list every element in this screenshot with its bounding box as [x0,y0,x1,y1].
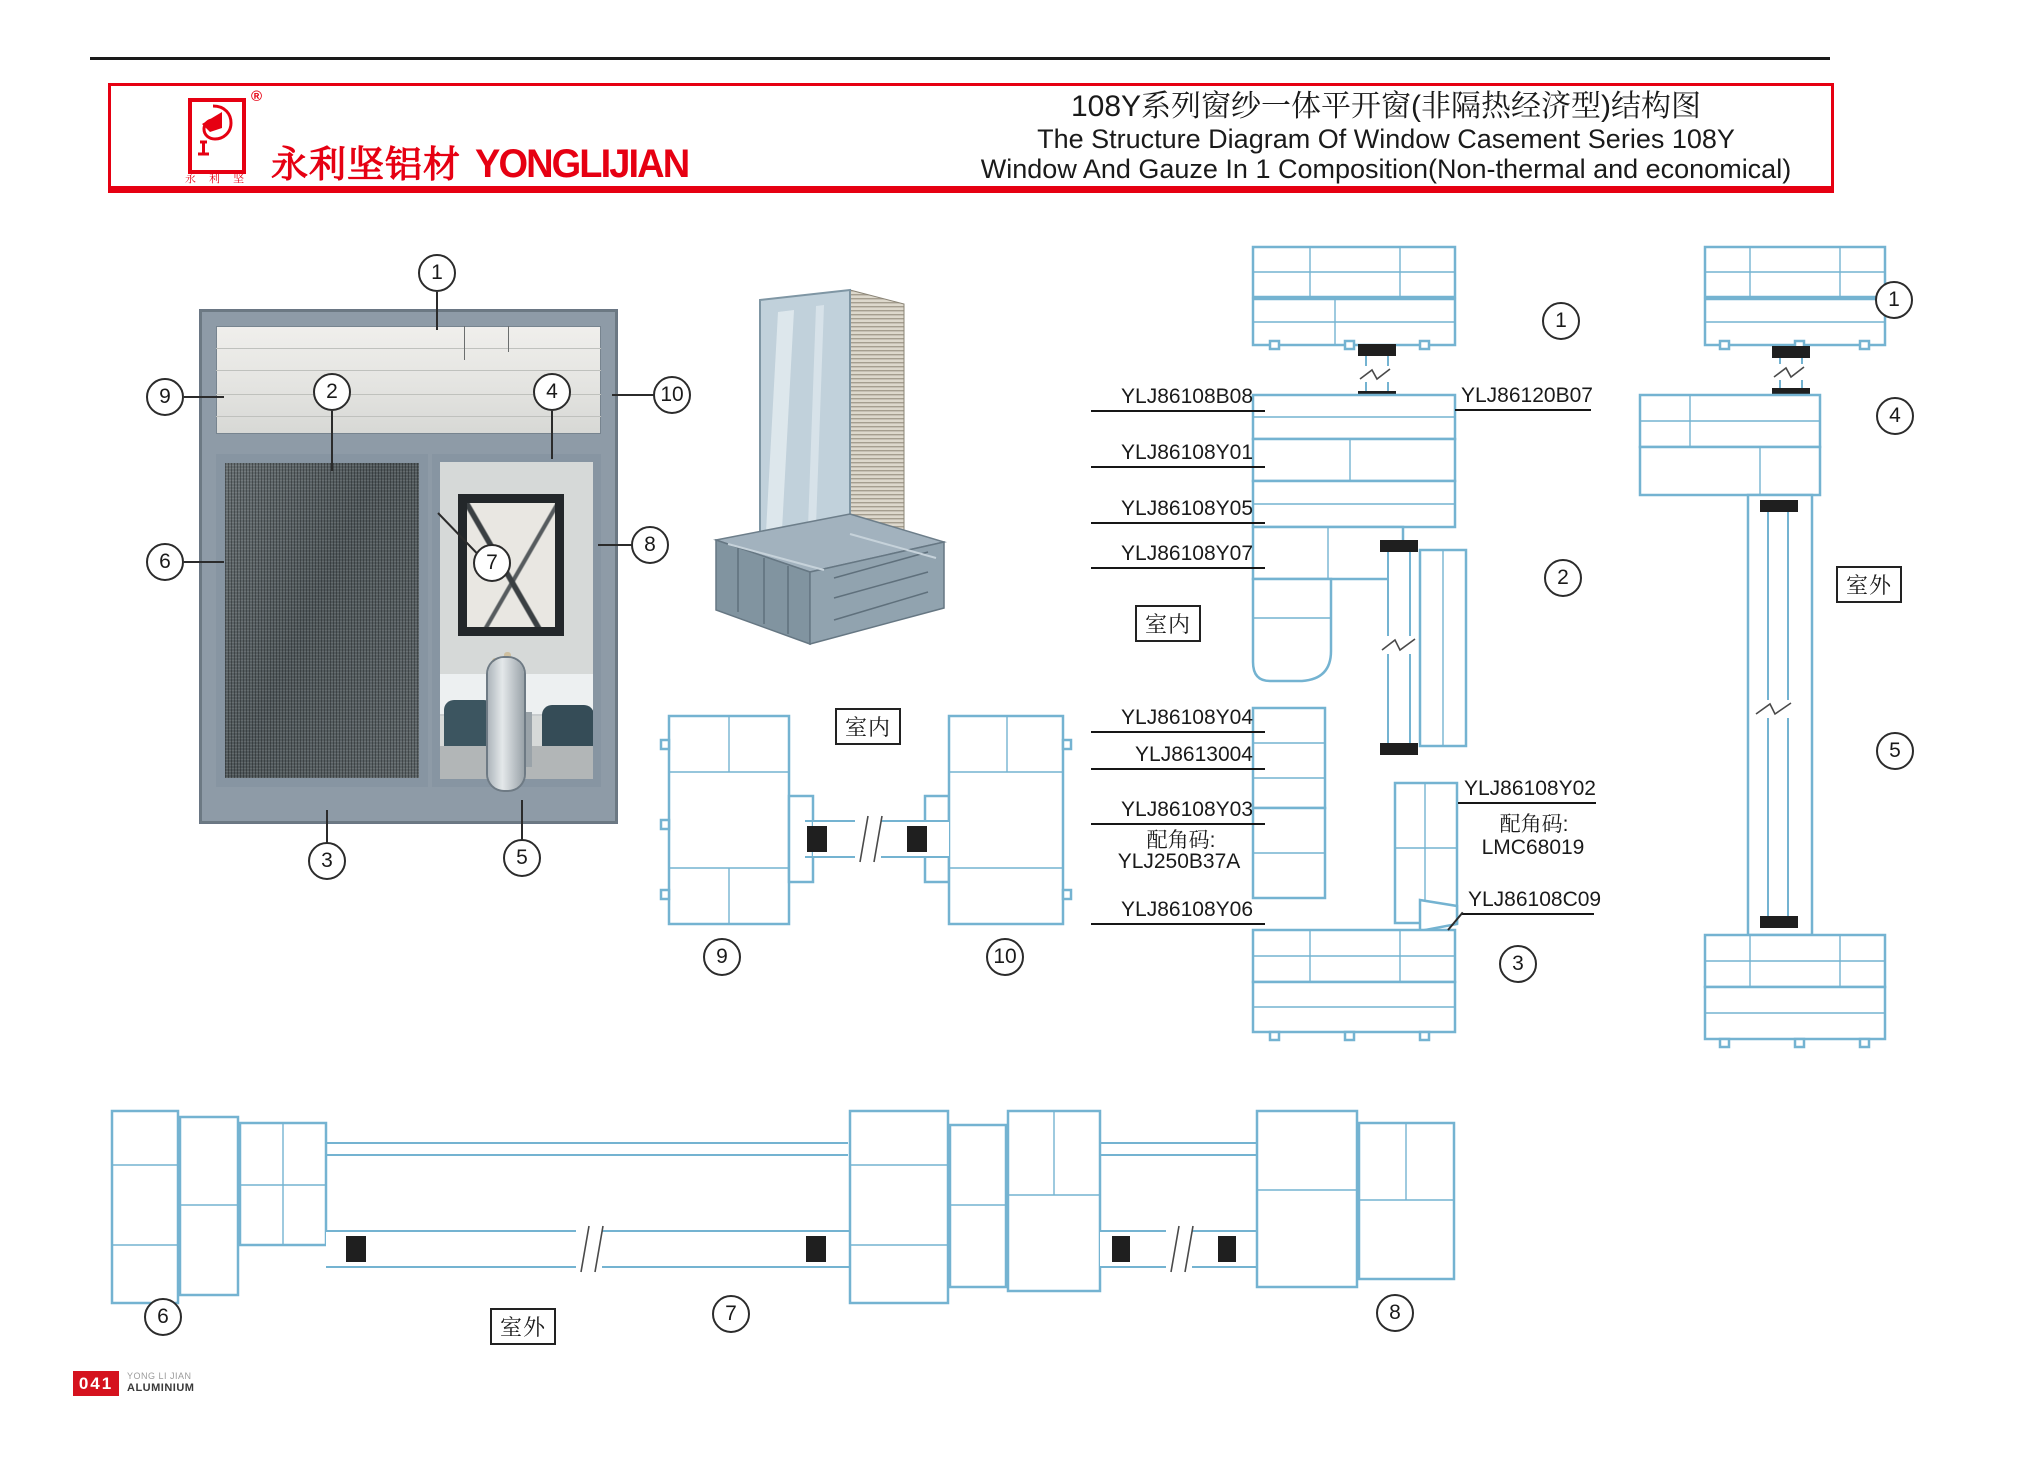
part-label-ylj86108y07: YLJ86108Y07 [1091,542,1265,569]
room-label-indoor-1: 室内 [1135,605,1201,642]
callout-photo-3: 3 [308,842,346,880]
callout-photo-10: 10 [653,376,691,414]
part-label-ylj8613004: YLJ8613004 [1091,743,1265,770]
callout-section-pair-9: 9 [703,938,741,976]
leader-line-9 [184,396,224,398]
part-label-ylj86108y02: YLJ86108Y02 [1458,777,1596,804]
corner-code-value-1: YLJ250B37A [1117,850,1241,873]
callout-photo-5: 5 [503,839,541,877]
logo-mini-caption: 永 利 坚 [185,173,250,185]
title-english-line2: Window And Gauze In 1 Composition(Non-thermal and economical) [980,153,1792,184]
footer-brand-line1: YONG LI JIAN [127,1371,192,1381]
room-label-outdoor-2: 室外 [490,1308,556,1345]
part-label-ylj86120b07: YLJ86120B07 [1455,384,1591,411]
callout-section-pair-10: 10 [986,938,1024,976]
callout-section-right-5: 5 [1876,732,1914,770]
part-label-ylj86108y04: YLJ86108Y04 [1091,706,1265,733]
leader-line-10 [612,394,654,396]
leader-line-5 [521,800,523,840]
leader-line-4 [551,411,553,459]
part-label-ylj86108b08: YLJ86108B08 [1091,385,1265,412]
callout-photo-1: 1 [418,254,456,292]
callout-section-bottom-7: 7 [712,1295,750,1333]
page-number-badge: 041 [73,1371,119,1396]
title-english-line1: The Structure Diagram Of Window Casement Series 108Y [1037,123,1735,154]
callout-photo-8: 8 [631,526,669,564]
section-drawing-vertical-right [1630,238,1895,1068]
callout-section-main-1: 1 [1542,302,1580,340]
footer-brand-line2: ALUMINIUM [127,1382,195,1394]
callout-photo-6: 6 [146,543,184,581]
photo-window-handle [488,658,524,790]
leader-line-3 [326,810,328,843]
brand-name-en: YONGLIJIAN [475,142,689,186]
part-label-ylj86108y06: YLJ86108Y06 [1091,898,1265,925]
brand-row [271,134,699,188]
part-label-ylj86108y05: YLJ86108Y05 [1091,497,1265,524]
photo-mesh-screen-pane [216,454,428,787]
callout-photo-9: 9 [146,378,184,416]
room-label-indoor-2: 室内 [835,708,901,745]
header [108,83,1834,193]
callout-section-right-4: 4 [1876,397,1914,435]
section-drawing-bottom-row [100,1095,1465,1300]
registered-mark: ® [251,88,263,105]
callout-photo-2: 2 [313,373,351,411]
profile-3d-render [698,282,960,654]
leader-line-8 [598,544,632,546]
page-title [951,90,1821,184]
callout-section-bottom-8: 8 [1376,1294,1414,1332]
title-chinese: 108Y系列窗纱一体平开窗(非隔热经济型)结构图 [1070,90,1702,123]
leader-line-1 [436,292,438,330]
part-label-ylj86108y01: YLJ86108Y01 [1091,441,1265,468]
callout-photo-4: 4 [533,373,571,411]
callout-section-main-2: 2 [1544,559,1582,597]
brand-name-cn: 永利坚铝材 [271,144,461,185]
leader-line-2 [331,411,333,471]
room-label-outdoor-1: 室外 [1836,566,1902,603]
logo-swirl-icon [192,102,234,162]
callout-section-bottom-6: 6 [144,1298,182,1336]
section-drawing-vertical-main [1240,238,1490,1068]
callout-photo-7: 7 [473,544,511,582]
corner-code-caption-1: 配角码: [1146,829,1216,852]
part-label-ylj86108c09: YLJ86108C09 [1462,888,1594,915]
top-rule [90,57,1830,60]
leader-line-6 [184,561,224,563]
brand-logo-icon [188,98,246,174]
corner-code-value-2: LMC68019 [1481,836,1585,859]
callout-section-main-3: 3 [1499,945,1537,983]
callout-section-right-1: 1 [1875,281,1913,319]
part-label-ylj86108y03: YLJ86108Y03 [1091,798,1265,825]
corner-code-caption-2: 配角码: [1499,813,1569,836]
